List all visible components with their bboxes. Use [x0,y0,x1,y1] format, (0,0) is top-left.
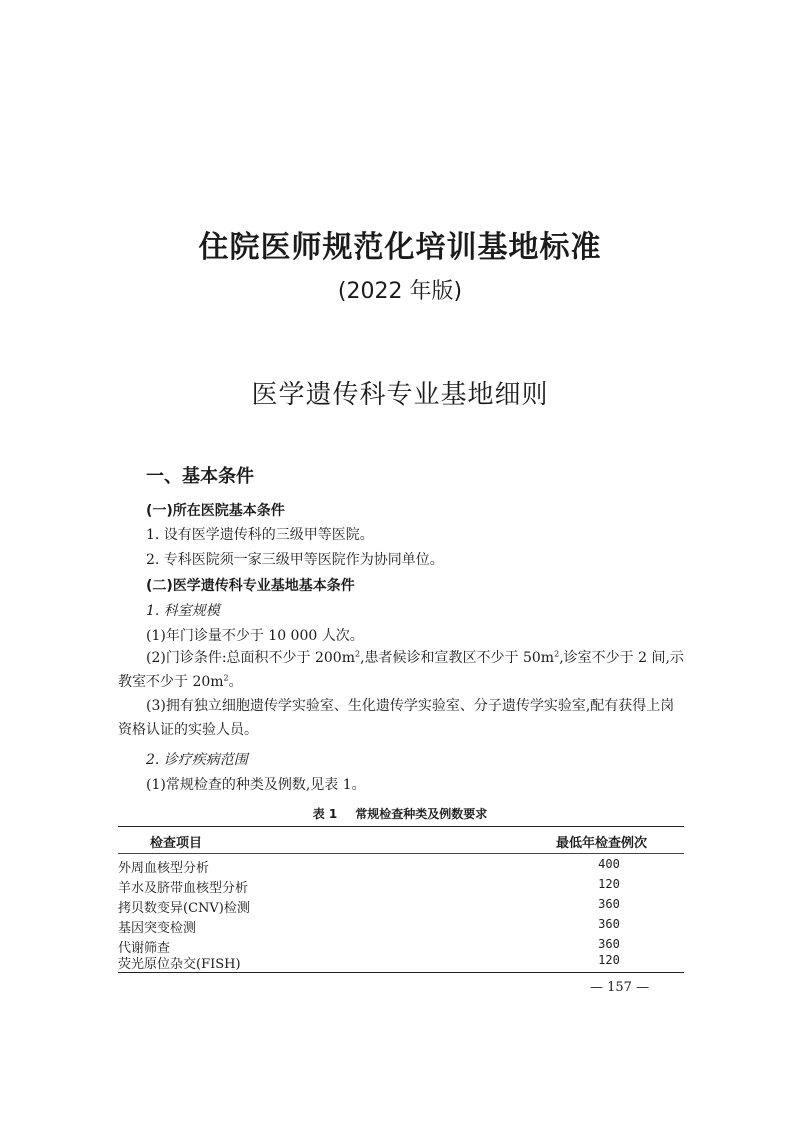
table-bottom-rule [118,972,684,973]
column-header-item: 检查项目 [150,836,203,851]
edition-label: (2022 年版) [337,279,463,304]
section-heading-basic-conditions: 一、基本条件 [146,466,254,487]
table-row [118,855,684,875]
cell-min-count: 120 [598,877,620,891]
cell-item-name: 基因突变检测 [118,921,197,936]
paragraph-item: (1)年门诊量不少于 10 000 人次。 [146,628,364,644]
cell-item-name: 拷贝数变异(CNV)检测 [118,901,250,916]
clinic-conditions-paragraph: (2)门诊条件:总面积不少于 $200m^2$,患者候诊和宣教区不少于 $50m^2$,诊室不少于 2 间,示教室不少于 $20m^2$。 [118,649,684,690]
lab-paragraph: (3)拥有独立细胞遗传学实验室、生化遗传学实验室、分子遗传学实验室,配有获得上岗资格认证的实验人员。 [118,698,675,738]
table-caption: 表 1 常规检查种类及例数要求 [312,807,488,821]
main-title: 住院医师规范化培训基地标准 [198,230,602,265]
table-row [118,895,684,915]
cell-min-count: 360 [598,897,620,911]
column-header-min: 最低年检查例次 [556,836,648,851]
table-row [118,915,684,935]
paragraph-item: 2. 专科医院须一家三级甲等医院作为协同单位。 [146,552,444,568]
table-row [118,875,684,895]
scope-heading: 2. 诊疗疾病范围 [146,752,248,768]
sub-title: 医学遗传科专业基地细则 [251,380,549,410]
table-header-rule [118,853,684,854]
cell-item-name: 代谢筛查 [118,941,171,956]
cell-item-name: 外周血核型分析 [118,861,210,876]
subsection-heading-base: (二)医学遗传科专业基地基本条件 [146,578,355,594]
cell-min-count: 120 [598,953,620,967]
scale-heading: 1. 科室规模 [146,603,220,619]
cell-item-name: 荧光原位杂交(FISH) [118,957,241,972]
table-top-rule [118,826,684,827]
cell-min-count: 360 [598,917,620,931]
page-number: — 157 — [590,980,650,995]
cell-min-count: 360 [598,937,620,951]
cell-item-name: 羊水及脐带血核型分析 [118,881,249,896]
paragraph-item: 1. 设有医学遗传科的三级甲等医院。 [146,527,374,543]
table-row [118,951,684,971]
cell-min-count: 400 [598,857,620,871]
subsection-heading-hospital: (一)所在医院基本条件 [146,503,285,519]
paragraph-item: (1)常规检查的种类及例数,见表 1。 [146,777,366,793]
